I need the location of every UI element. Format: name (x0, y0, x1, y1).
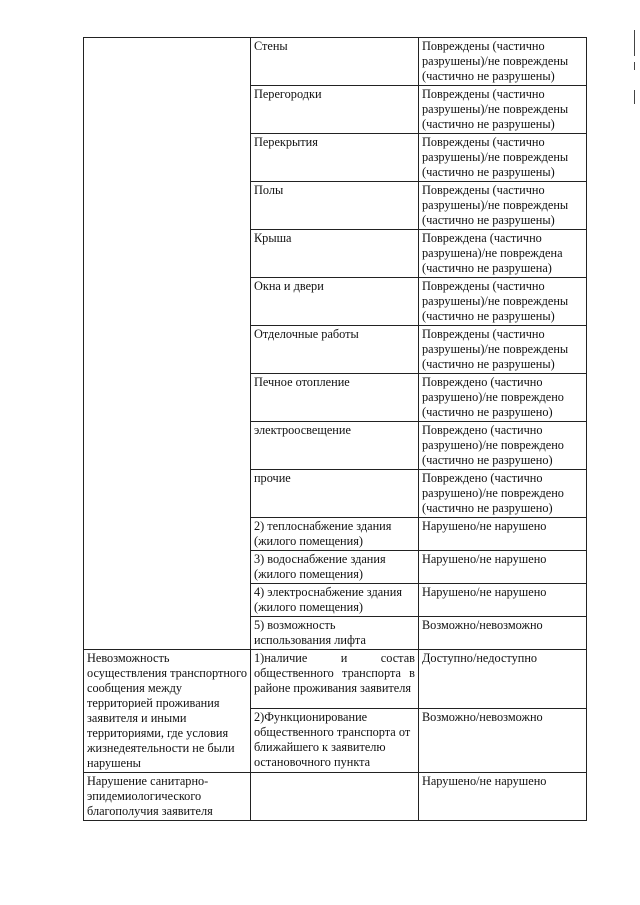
element-cell: Перегородки (250, 86, 418, 134)
element-cell: Стены (250, 38, 418, 86)
element-cell: Печное отопление (250, 374, 418, 422)
status-cell: Повреждено (частично разрушено)/не повреждено (частично не разрушено) (418, 422, 586, 470)
criterion-cell: Нарушение санитарно-эпидемиологического благополучия заявителя (84, 773, 251, 821)
element-cell: Отделочные работы (250, 326, 418, 374)
status-cell: Доступно/недоступно (418, 650, 586, 709)
element-cell: Перекрытия (250, 134, 418, 182)
assessment-table (83, 37, 587, 821)
element-cell: электроосвещение (250, 422, 418, 470)
element-cell: Окна и двери (250, 278, 418, 326)
status-cell: Повреждена (частично разрушена)/не повреждена (частично не разрушена) (418, 230, 586, 278)
status-cell: Нарушено/не нарушено (418, 773, 586, 821)
element-cell: 4) электроснабжение здания (жилого помещения) (250, 584, 418, 617)
status-cell: Нарушено/не нарушено (418, 518, 586, 551)
table-row (84, 650, 587, 709)
status-cell: Возможно/невозможно (418, 617, 586, 650)
status-cell: Повреждены (частично разрушены)/не повреждены (частично не разрушены) (418, 278, 586, 326)
element-cell: 2) теплоснабжение здания (жилого помещения) (250, 518, 418, 551)
status-cell: Повреждены (частично разрушены)/не повреждены (частично не разрушены) (418, 326, 586, 374)
scan-edge-marks (633, 30, 636, 104)
element-cell: Крыша (250, 230, 418, 278)
element-cell: 1)наличие и состав общественного транспорта в районе проживания заявителя (250, 650, 418, 709)
status-cell: Нарушено/не нарушено (418, 584, 586, 617)
status-cell: Повреждены (частично разрушены)/не повреждены (частично не разрушены) (418, 86, 586, 134)
element-cell: прочие (250, 470, 418, 518)
element-cell (250, 773, 418, 821)
status-cell: Повреждены (частично разрушены)/не повреждены (частично не разрушены) (418, 38, 586, 86)
element-cell: 2)Функционирование общественного транспорта от ближайшего к заявителю остановочного пункта (250, 709, 418, 773)
status-cell: Повреждены (частично разрушены)/не повреждены (частично не разрушены) (418, 182, 586, 230)
status-cell: Возможно/невозможно (418, 709, 586, 773)
status-cell: Повреждено (частично разрушено)/не повреждено (частично не разрушено) (418, 470, 586, 518)
element-cell: Полы (250, 182, 418, 230)
element-cell: 3) водоснабжение здания (жилого помещения) (250, 551, 418, 584)
status-cell: Повреждено (частично разрушено)/не повреждено (частично не разрушено) (418, 374, 586, 422)
table-row (84, 38, 587, 86)
element-cell: 5) возможность использования лифта (250, 617, 418, 650)
criterion-cell: Невозможность осуществления транспортного сообщения между территорией проживания заявителя и иными территориями, где условия жизнедеятельности не были нарушены (84, 650, 251, 773)
status-cell: Повреждены (частично разрушены)/не повреждены (частично не разрушены) (418, 134, 586, 182)
continued-criterion-cell (84, 38, 251, 650)
status-cell: Нарушено/не нарушено (418, 551, 586, 584)
table-row (84, 773, 587, 821)
